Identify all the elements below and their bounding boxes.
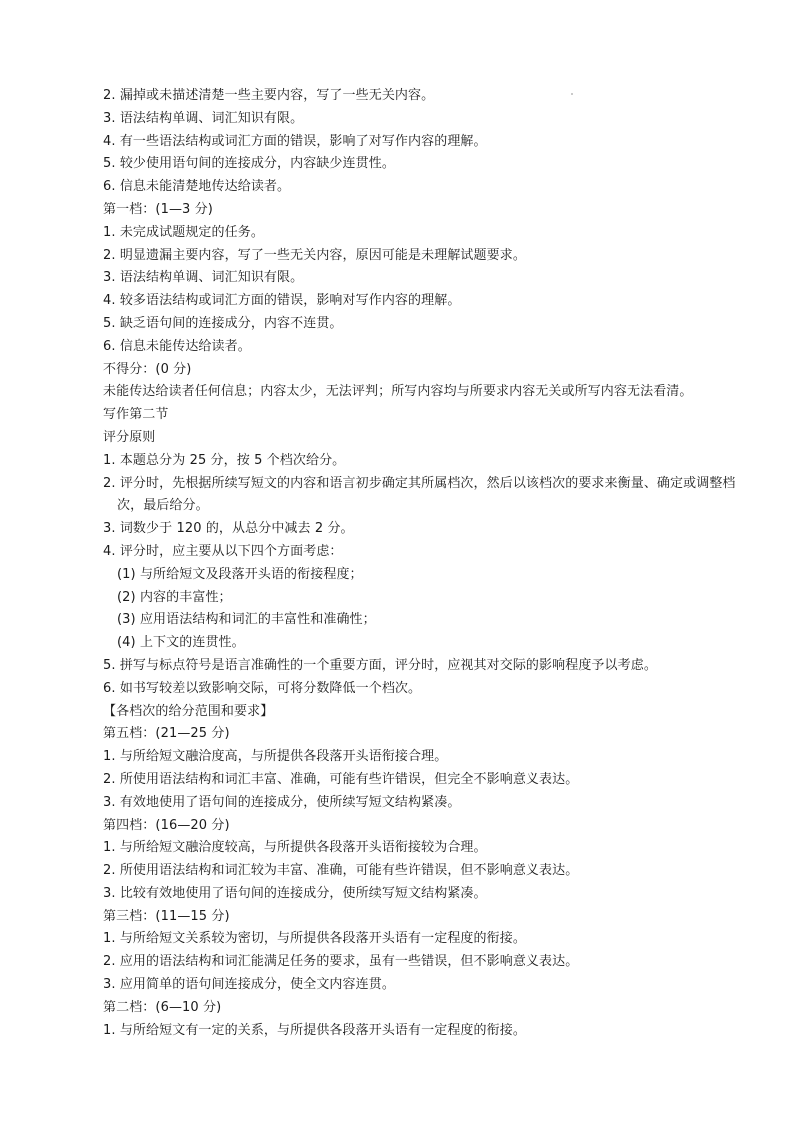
rubric-line: 1. 与所给短文融洽度较高，与所提供各段落开头语衔接较为合理。 — [103, 840, 487, 856]
rubric-line: 4. 较多语法结构或词汇方面的错误，影响对写作内容的理解。 — [103, 293, 461, 309]
grade-heading: 不得分：(0 分) — [103, 361, 192, 377]
grade-heading: 第三档：(11—15 分) — [103, 908, 230, 924]
rubric-line: 2. 所使用语法结构和词汇丰富、准确，可能有些许错误，但完全不影响意义表达。 — [103, 771, 579, 787]
rubric-line: 4. 评分时，应主要从以下四个方面考虑： — [103, 543, 343, 559]
rubric-line: 2. 漏掉或未描述清楚一些主要内容，写了一些无关内容。 — [103, 88, 435, 103]
rubric-line: 6. 信息未能清楚地传达给读者。 — [103, 179, 291, 195]
rubric-line: 6. 信息未能传达给读者。 — [103, 338, 251, 354]
rubric-line: 1. 与所给短文有一定的关系，与所提供各段落开头语有一定程度的衔接。 — [103, 1022, 526, 1038]
rubric-line: 1. 本题总分为 25 分，按 5 个档次给分。 — [103, 452, 346, 468]
rubric-line: 未能传达给读者任何信息；内容太少，无法评判；所写内容均与所要求内容无关或所写内容无法看清。 — [103, 384, 693, 400]
rubric-line: 2. 应用的语法结构和词汇能满足任务的要求，虽有一些错误，但不影响意义表达。 — [103, 954, 579, 970]
criterion-item: (4) 上下文的连贯性。 — [117, 635, 245, 651]
scoring-rubric-text — [103, 85, 753, 1042]
grade-heading: 第一档：(1—3 分) — [103, 201, 213, 217]
rubric-line: 3. 语法结构单调、词汇知识有限。 — [103, 110, 304, 126]
rubric-line: 2. 明显遗漏主要内容，写了一些无关内容，原因可能是未理解试题要求。 — [103, 247, 526, 263]
grade-heading: 第五档：(21—25 分) — [103, 726, 230, 742]
criterion-item: (2) 内容的丰富性； — [117, 589, 232, 605]
section-subheading: 【各档次的给分范围和要求】 — [103, 703, 274, 719]
rubric-line: 5. 缺乏语句间的连接成分，内容不连贯。 — [103, 315, 343, 331]
rubric-line: 3. 应用简单的语句间连接成分，使全文内容连贯。 — [103, 977, 395, 993]
criterion-item: (3) 应用语法结构和词汇的丰富性和准确性； — [117, 612, 376, 628]
rubric-line: 1. 未完成试题规定的任务。 — [103, 224, 264, 240]
rubric-line: 1. 与所给短文关系较为密切，与所提供各段落开头语有一定程度的衔接。 — [103, 931, 526, 947]
rubric-line: 3. 比较有效地使用了语句间的连接成分，使所续写短文结构紧凑。 — [103, 885, 487, 901]
criterion-item: (1) 与所给短文及段落开头语的衔接程度； — [117, 566, 363, 582]
grade-heading: 第二档：(6—10 分) — [103, 999, 222, 1015]
rubric-line: 5. 较少使用语句间的连接成分，内容缺少连贯性。 — [103, 156, 395, 172]
section-subheading: 评分原则 — [103, 429, 156, 445]
grade-heading: 第四档：(16—20 分) — [103, 817, 230, 833]
rubric-line: 3. 语法结构单调、词汇知识有限。 — [103, 270, 304, 286]
rubric-line: 1. 与所给短文融洽度高，与所提供各段落开头语衔接合理。 — [103, 749, 448, 765]
rubric-line: 3. 有效地使用了语句间的连接成分，使所续写短文结构紧凑。 — [103, 794, 461, 810]
rubric-line: 6. 如书写较差以致影响交际，可将分数降低一个档次。 — [103, 680, 422, 696]
rubric-line: 3. 词数少于 120 的，从总分中减去 2 分。 — [103, 521, 354, 537]
rubric-line: 5. 拼写与标点符号是语言准确性的一个重要方面，评分时，应视其对交际的影响程度予以考虑。 — [103, 657, 657, 673]
rubric-line: 2. 所使用语法结构和词汇较为丰富、准确，可能有些许错误，但不影响意义表达。 — [103, 863, 579, 879]
rubric-line: 4. 有一些语法结构或词汇方面的错误，影响了对写作内容的理解。 — [103, 133, 487, 149]
rubric-line: 2. 评分时，先根据所续写短文的内容和语言初步确定其所属档次，然后以该档次的要求来衡量、确定或调整档次，最后给分。 — [103, 475, 736, 514]
section-heading: 写作第二节 — [103, 407, 169, 423]
